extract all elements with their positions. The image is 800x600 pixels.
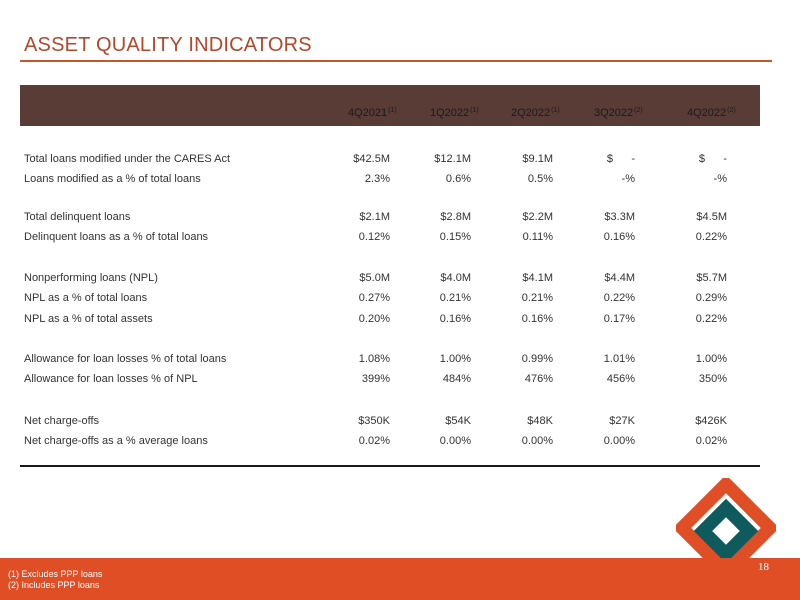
- table-cell: 0.00%: [603, 435, 635, 447]
- table-cell: $4.0M: [440, 272, 471, 284]
- table-cell: 0.16%: [603, 231, 635, 243]
- table-row: [20, 211, 760, 227]
- table-cell: 456%: [606, 373, 635, 385]
- table-cell: 0.5%: [527, 173, 553, 185]
- row-label: Net charge-offs: [24, 415, 100, 427]
- table-row: [20, 153, 760, 169]
- table-cell: $48K: [527, 415, 553, 427]
- table-row: [20, 435, 760, 451]
- table-cell: 0.99%: [521, 353, 553, 365]
- column-header: 4Q2022$^{(2)}$: [687, 107, 736, 119]
- asset-quality-table: [20, 85, 760, 447]
- page-number: 18: [758, 561, 769, 573]
- table-cell: 0.16%: [439, 313, 471, 325]
- table-cell: 0.11%: [522, 231, 553, 243]
- table-cell: $5.0M: [359, 272, 390, 284]
- row-label: Total loans modified under the CARES Act: [24, 153, 231, 165]
- table-cell: 0.12%: [358, 231, 390, 243]
- table-row: [20, 415, 760, 431]
- table-cell: $42.5M: [353, 153, 390, 165]
- table-cell: 0.21%: [521, 292, 553, 304]
- table-cell: $2.1M: [359, 211, 390, 223]
- table-cell: 0.15%: [439, 231, 471, 243]
- table-row: [20, 353, 760, 369]
- table-cell: 0.17%: [603, 313, 635, 325]
- table-cell: $4.5M: [696, 211, 727, 223]
- row-label: Loans modified as a % of total loans: [24, 173, 201, 185]
- table-cell: $2.2M: [522, 211, 553, 223]
- table-cell: 0.22%: [603, 292, 635, 304]
- table-cell: 350%: [698, 373, 727, 385]
- table-cell: 1.00%: [695, 353, 727, 365]
- row-label: Allowance for loan losses % of NPL: [24, 373, 198, 385]
- table-cell: $27K: [609, 415, 635, 427]
- table-cell: 0.00%: [521, 435, 553, 447]
- table-row: [20, 231, 760, 247]
- row-label: Delinquent loans as a % of total loans: [24, 231, 209, 243]
- table-cell: $9.1M: [522, 153, 553, 165]
- column-header: 4Q2021$^{(1)}$: [348, 107, 397, 119]
- row-label: Allowance for loan losses % of total loans: [24, 353, 227, 365]
- table-cell: 1.00%: [439, 353, 471, 365]
- table-cell: 1.08%: [358, 353, 390, 365]
- table-cell: 0.16%: [521, 313, 553, 325]
- table-cell: $2.8M: [440, 211, 471, 223]
- table-bottom-rule: [20, 465, 760, 467]
- table-cell: 1.01%: [603, 353, 635, 365]
- table-cell: 399%: [361, 373, 390, 385]
- table-cell: $12.1M: [434, 153, 471, 165]
- table-cell: 484%: [442, 373, 471, 385]
- table-cell: 0.22%: [695, 231, 727, 243]
- column-header: 1Q2022$^{(1)}$: [430, 107, 479, 119]
- table-cell: $350K: [358, 415, 390, 427]
- table-cell: 0.02%: [695, 435, 727, 447]
- table-row: [20, 313, 760, 329]
- table-cell: $54K: [445, 415, 471, 427]
- table-cell: 0.29%: [695, 292, 727, 304]
- table-cell: 2.3%: [364, 173, 390, 185]
- table-cell: 0.6%: [445, 173, 471, 185]
- row-label: Net charge-offs as a % average loans: [24, 435, 208, 447]
- footnote-1: (1) Excludes PPP loans: [8, 569, 103, 579]
- title-divider: [20, 60, 772, 62]
- table-cell: 476%: [524, 373, 553, 385]
- table-cell: $426K: [695, 415, 727, 427]
- table-cell: $ -: [606, 153, 635, 165]
- table-cell: $5.7M: [696, 272, 727, 284]
- table-cell: $ -: [698, 153, 727, 165]
- table-cell: 0.02%: [358, 435, 390, 447]
- table-cell: 0.00%: [439, 435, 471, 447]
- table-cell: $4.1M: [522, 272, 553, 284]
- table-row: [20, 173, 760, 189]
- row-label: Total delinquent loans: [24, 211, 131, 223]
- column-header: 2Q2022$^{(1)}$: [511, 107, 560, 119]
- table-cell: 0.20%: [358, 313, 390, 325]
- table-header-band: [20, 85, 760, 126]
- row-label: NPL as a % of total assets: [24, 313, 153, 325]
- table-row: [20, 272, 760, 288]
- footnote-2: (2) Includes PPP loans: [8, 580, 100, 590]
- table-cell: -%: [713, 173, 727, 185]
- column-header: 3Q2022$^{(2)}$: [594, 107, 643, 119]
- table-cell: -%: [621, 173, 635, 185]
- table-cell: $4.4M: [604, 272, 635, 284]
- row-label: NPL as a % of total loans: [24, 292, 148, 304]
- table-cell: 0.22%: [695, 313, 727, 325]
- table-row: [20, 292, 760, 308]
- table-cell: $3.3M: [604, 211, 635, 223]
- footer-bar: [0, 558, 800, 600]
- page-title: ASSET QUALITY INDICATORS: [24, 34, 312, 56]
- table-cell: 0.21%: [439, 292, 471, 304]
- table-cell: 0.27%: [358, 292, 390, 304]
- row-label: Nonperforming loans (NPL): [24, 272, 158, 284]
- table-row: [20, 373, 760, 389]
